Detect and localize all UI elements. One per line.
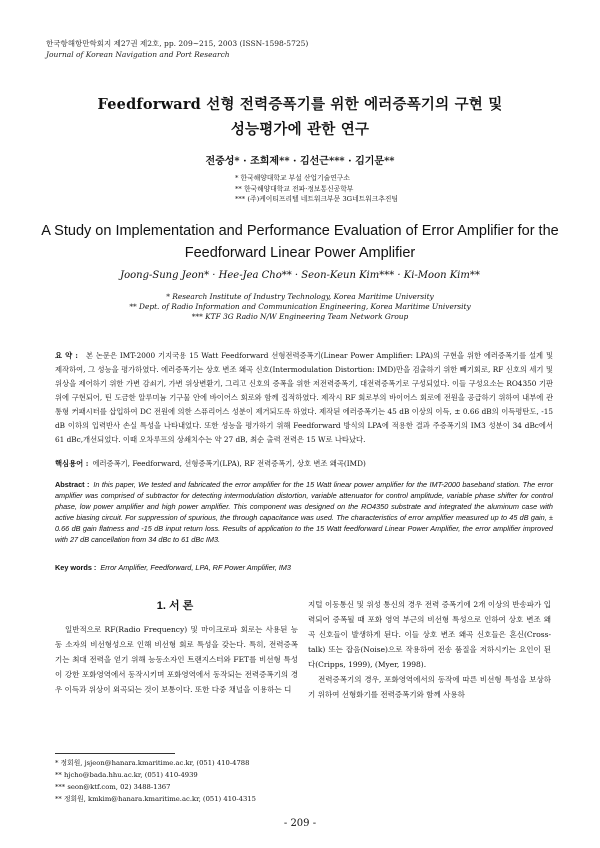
english-title-line2: Feedforward Linear Power Amplifier	[184, 245, 416, 261]
korean-title-line1: Feedforward 선형 전력증폭기를 위한 에러증폭기의 구현 및	[97, 96, 503, 113]
korean-title-line2: 성능평가에 관한 연구	[230, 121, 370, 138]
journal-name: Journal of Korean Navigation and Port Research	[46, 50, 230, 59]
english-title	[40, 220, 560, 264]
footnote-rule	[55, 753, 175, 754]
korean-affil-2: ** 한국해양대학교 전파·정보통신공학부	[235, 184, 354, 193]
section-heading-introduction: 1. 서 론	[156, 600, 194, 612]
korean-affiliations	[0, 173, 600, 205]
journal-header	[46, 38, 308, 60]
intro-paragraph-2: 전력증폭기의 경우, 포화영역에서의 동작에 따른 비선형 특성을 보상하기 위하여 선형화기를 전력증폭기와 함께 사용하	[308, 675, 551, 699]
english-abstract-label: Abstract :	[55, 480, 90, 489]
korean-authors: 전중성* · 조희제** · 김선근*** · 김기문**	[205, 156, 395, 167]
footnote-1: * 정회원, jsjeon@hanara.kmaritime.ac.kr, (051) 410-4788	[55, 759, 250, 767]
korean-affil-1: * 한국해양대학교 부설 산업기술연구소	[235, 174, 350, 182]
english-keywords-label: Key words :	[55, 563, 97, 572]
english-abstract	[55, 479, 553, 545]
korean-keywords-text: 에러증폭기, Feedforward, 선형증폭기(LPA), RF 전력증폭기, 상호 변조 왜곡(IMD)	[92, 459, 366, 468]
body-column-left	[55, 622, 298, 697]
intro-paragraph-1: 일반적으로 RF(Radio Frequency) 및 마이크로파 회로는 사용된 능동 소자의 비선형성으로 인해 비선형 회로 특성을 갖는다. 특히, 전력증폭기는 최대 전력을 얻기 위해 능동소자인 트랜지스터와 FET를 비선형 특성이 강한 포화영역에서 동작시키며 포화영역에서 동작되는 전력증폭기의 경우 이득과 위상이 외곡되는 것이 보통이다. 또한 다중 채널을 이용하는 디	[55, 625, 298, 694]
korean-abstract-text: 본 논문은 IMT-2000 기지국용 15 Watt Feedforward 선형전력증폭기(Linear Power Amplifier: LPA)의 구현을 위한 에러증폭기를 설계 및 제작하여, 그 성능을 평가하였다. 에러증폭기는 상호 변조 왜곡 신호(Intermodulation Distortion: IMD)만을 검출하기 위한 빼기회로, RF 신호의 세기 및 위상을 제어하기 위한 가변 감쇠기, 가변 위상변환기, 그리고 신호의 증폭을 위한 저전력증폭기, 대전력증폭기로 구성되었다. 이들 구성요소는 RO4350 기판 위에 구현되어, 틴 도금한 알루미늄 기구물 안에 바이어스 회로와 함께 집적하였다. 제작시 RF 회로부의 바이어스 회로에 전원을 공급하기 위하여 내부에 관통형 커패시터를 삽입하여 DC 전원에 의한 스퓨리어스 성분이 제거되도록 하였다. 제작된 에러증폭기는 45 dB 이상의 이득, ± 0.66 dB의 이득평탄도, -15 dB 이하의 입력반사 손실 특성을 나타내었다. 또한 성능을 평가하기 위해 Feedforward 방식의 LPA에 적용한 결과 주증폭기의 IM3 성분이 34 dBc에서 61 dBc,개선되었다. 이때 오차루프의 상쇄치수는 약 27 dB, 최순 출력 전력은 15 W로 나타났다.	[55, 351, 554, 444]
english-keywords	[55, 563, 553, 572]
english-affil-3: *** KTF 3G Radio N/W Engineering Team Network Group	[191, 312, 409, 321]
english-affil-2: ** Dept. of Radio Information and Communication Engineering, Korea Maritime University	[129, 302, 471, 311]
journal-citation: 한국항해항만학회지 제27권 제2호, pp. 209~215, 2003 (ISSN-1598-5725)	[46, 39, 309, 48]
english-keywords-text: Error Amplifier, Feedforward, LPA, RF Power Amplifier, IM3	[100, 563, 291, 572]
footnote-3: *** seon@ktf.com, 02) 3488-1367	[55, 783, 171, 791]
footnote-4: ** 정회원, kmkim@hanara.kmaritime.ac.kr, (051) 410-4315	[55, 795, 256, 803]
korean-keywords-label: 핵심용어 :	[55, 459, 89, 468]
korean-keywords	[55, 458, 553, 470]
footnote-2: ** hjcho@bada.hhu.ac.kr, (051) 410-4939	[55, 771, 198, 779]
english-affiliations	[0, 292, 600, 322]
intro-paragraph-1-continued: 지털 이동통신 및 위성 통신의 경우 전력 증폭기에 2개 이상의 반송파가 입력되어 증폭될 때 포화 영역 부근의 비선형 특성으로 인하여 상호 변조 왜곡 신호들이 발생하게 된다. 이들 상호 변조 왜곡 신호들은 혼신(Cross-talk) 또는 잡음(Noise)으로 작용하여 전송 품질을 저하시키는 요인이 된다(Cripps, 1999), (Myer, 1998).	[308, 600, 551, 669]
english-title-line1: A Study on Implementation and Performance Evaluation of Error Amplifier for the	[41, 223, 559, 239]
korean-affil-3: *** (주)케이티프리텔 네트워크부문 3G네트워크추진팀	[235, 195, 399, 203]
korean-title	[40, 92, 560, 142]
korean-abstract	[55, 349, 553, 447]
english-authors: Joong-Sung Jeon* · Hee-Jea Cho** · Seon-Keun Kim*** · Ki-Moon Kim**	[120, 270, 480, 281]
body-column-right	[308, 597, 551, 702]
english-abstract-text: In this paper, We tested and fabricated the error amplifier for the 15 Watt linear power amplifier for the IMT-2000 baseband station. The error amplifier was comprised of subtractor for detecting intermodulation distortion, variable attenuator for control amplitude, variable phase shifter for control phase, low power amplifier and high power amplifier. This component was designed on the RO4350 substrate and integrated the aluminum case with active biasing circuit. For suppression of spurious, the through capacitance was used. The characteristics of error amplifier measured up to 45 dB gain, ± 0.66 dB gain flatness and -15 dB input return loss. Results of application to the 15 Watt feedforward Linear Power Amplifier, the error amplifier improved with 27 dB cancellation from 34 dBc to 61 dBc IM3.	[55, 480, 553, 544]
footnotes	[55, 757, 256, 805]
english-affil-1: * Research Institute of Industry Technology, Korea Maritime University	[166, 292, 434, 301]
page-number: - 209 -	[283, 818, 317, 829]
korean-abstract-label: 요 약 :	[55, 351, 78, 360]
